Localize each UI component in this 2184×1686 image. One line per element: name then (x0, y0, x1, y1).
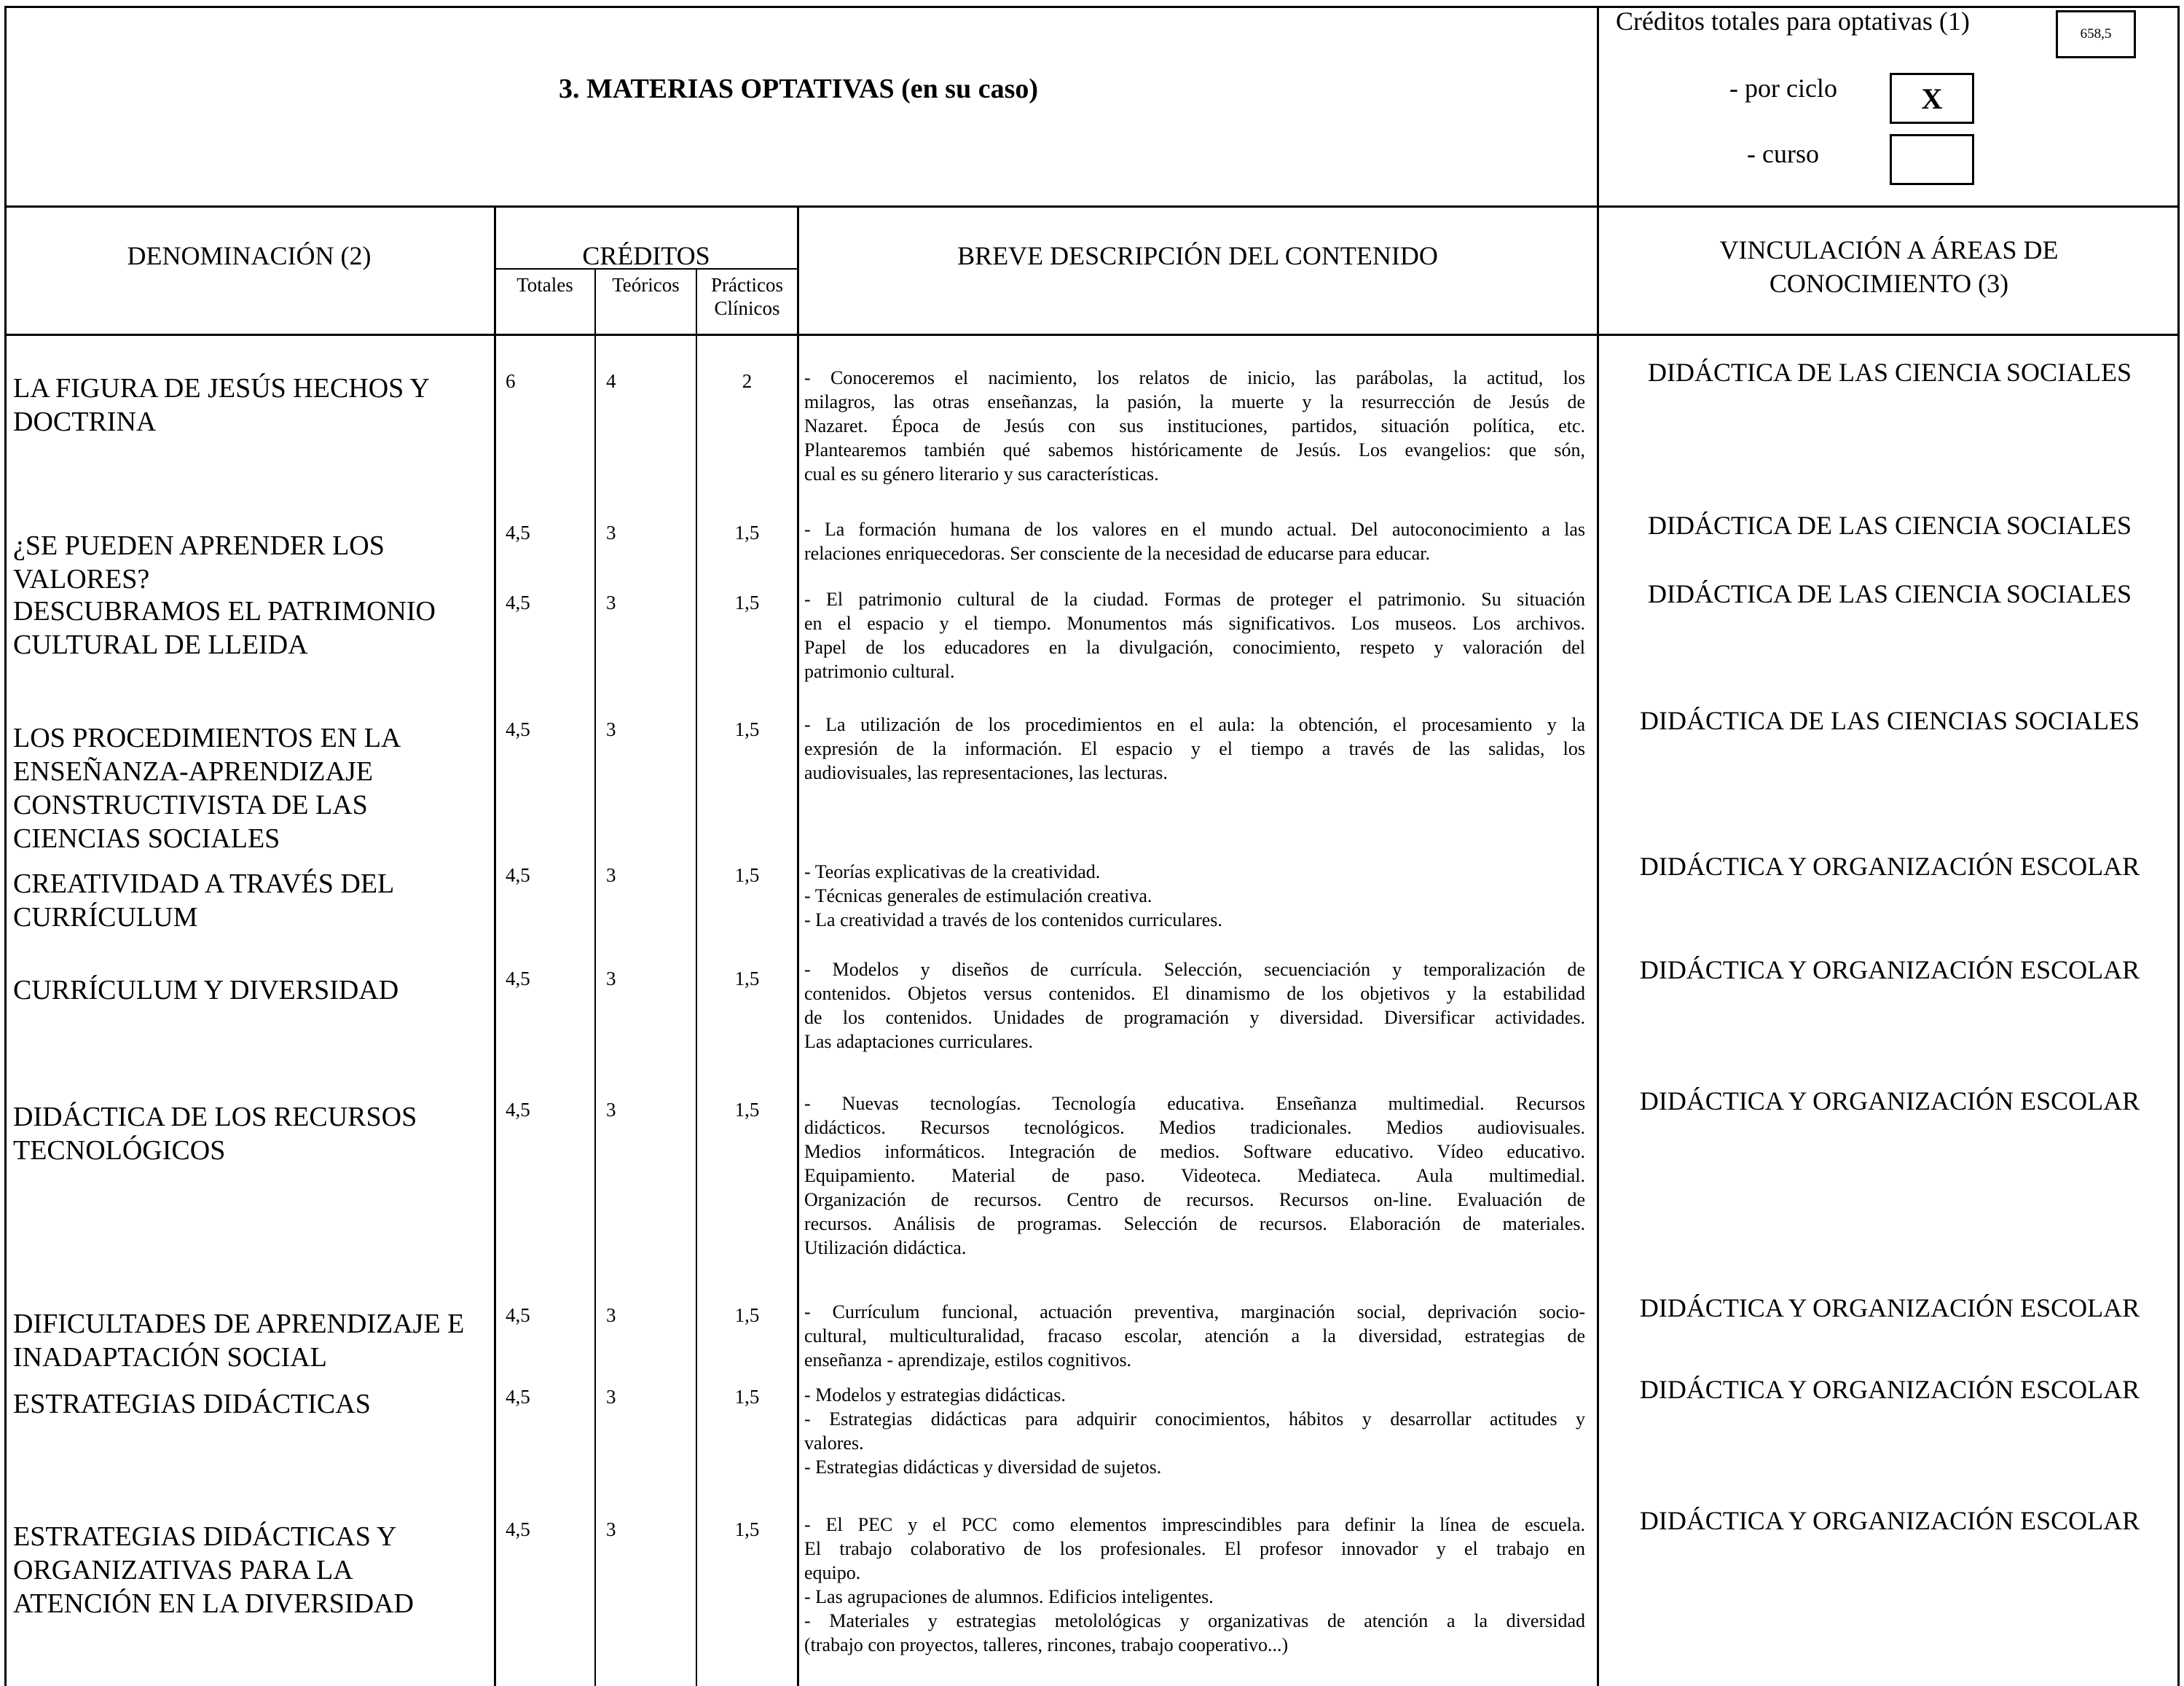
subject-name-line: ENSEÑANZA-APRENDIZAJE (13, 756, 373, 787)
credits-totales: 4,5 (506, 1304, 530, 1326)
credits-totales: 4,5 (506, 1518, 530, 1540)
credits-teoricos: 3 (606, 1099, 616, 1121)
col-header-descripcion: BREVE DESCRIPCIÓN DEL CONTENIDO (957, 241, 1438, 270)
subject-name-line: CONSTRUCTIVISTA DE LAS (13, 790, 368, 820)
knowledge-area: DIDÁCTICA DE LAS CIENCIA SOCIALES (1647, 358, 2132, 387)
credits-teoricos: 3 (606, 522, 616, 544)
col-header-totales: Totales (516, 274, 573, 296)
description-line: - La creatividad a través de los contenidos curriculares. (804, 909, 1222, 930)
description-line: Las adaptaciones curriculares. (804, 1031, 1034, 1052)
knowledge-area: DIDÁCTICA DE LAS CIENCIA SOCIALES (1647, 511, 2132, 540)
subject-name-line: TECNOLÓGICOS (13, 1135, 226, 1166)
credits-practicos: 1,5 (734, 592, 760, 613)
credits-totales: 4,5 (506, 522, 530, 544)
description-line: patrimonio cultural. (804, 661, 955, 682)
credits-teoricos: 4 (606, 370, 616, 392)
description-line: en el espacio y el tiempo. Monumentos más significativos. Los museos. Los archivos. (804, 613, 1585, 634)
credits-practicos: 1,5 (734, 718, 760, 740)
col-header-vinculacion-1: VINCULACIÓN A ÁREAS DE (1719, 235, 2059, 264)
description-line: - El PEC y el PCC como elementos imprescindibles para definir la línea de escuela. (804, 1514, 1585, 1535)
description-line: audiovisuales, las representaciones, las lecturas. (804, 762, 1168, 783)
credits-practicos: 1,5 (734, 968, 760, 989)
credits-total-label: Créditos totales para optativas (1) (1616, 7, 1970, 36)
knowledge-area: DIDÁCTICA Y ORGANIZACIÓN ESCOLAR (1639, 1375, 2140, 1404)
description-line: - Materiales y estrategias metolológicas y organizativas de atención a la diversidad (804, 1610, 1585, 1631)
description-line: relaciones enriquecedoras. Ser consciente de la necesidad de educarse para educar. (804, 543, 1430, 564)
description-line: Equipamiento. Material de paso. Videoteca. Mediateca. Aula multimedial. (804, 1165, 1585, 1186)
subject-name-line: ¿SE PUEDEN APRENDER LOS (13, 530, 385, 561)
description-line: Nazaret. Época de Jesús con sus instituciones, partidos, situación política, etc. (804, 415, 1585, 436)
knowledge-area: DIDÁCTICA Y ORGANIZACIÓN ESCOLAR (1639, 852, 2140, 881)
credits-teoricos: 3 (606, 718, 616, 740)
description-line: Utilización didáctica. (804, 1237, 967, 1258)
credits-practicos: 1,5 (734, 864, 760, 886)
header-divider (4, 205, 2180, 208)
credits-totales: 4,5 (506, 864, 530, 886)
description-line: - Las agrupaciones de alumnos. Edificios inteligentes. (804, 1586, 1214, 1607)
por-ciclo-label: - por ciclo (1729, 74, 1837, 103)
description-line: - Currículum funcional, actuación preventiva, marginación social, deprivación socio- (804, 1301, 1585, 1322)
subject-name-line: ESTRATEGIAS DIDÁCTICAS Y (13, 1521, 397, 1552)
description-line: recursos. Análisis de programas. Selección de recursos. Elaboración de materiales. (804, 1213, 1585, 1234)
section-title: 3. MATERIAS OPTATIVAS (en su caso) (558, 74, 1039, 104)
subject-name-line: ATENCIÓN EN LA DIVERSIDAD (13, 1588, 414, 1619)
col-header-clinicos: Clínicos (714, 297, 780, 319)
curso-label: - curso (1747, 139, 1819, 168)
column-header-divider (4, 334, 2180, 336)
subject-name-line: LOS PROCEDIMIENTOS EN LA (13, 723, 401, 753)
description-line: - Nuevas tecnologías. Tecnología educativa. Enseñanza multimedial. Recursos (804, 1093, 1585, 1114)
credits-practicos: 1,5 (734, 522, 760, 544)
subject-name-line: CIENCIAS SOCIALES (13, 823, 280, 854)
description-line: Medios informáticos. Integración de medios. Software educativo. Vídeo educativo. (804, 1141, 1585, 1162)
credits-practicos: 2 (742, 370, 753, 392)
subject-name-line: CURRÍCULUM (13, 902, 198, 933)
body-line-2 (594, 335, 596, 1686)
credits-teoricos: 3 (606, 1386, 616, 1408)
knowledge-area: DIDÁCTICA Y ORGANIZACIÓN ESCOLAR (1639, 1506, 2140, 1535)
description-line: - La formación humana de los valores en el mundo actual. Del autoconocimiento a las (804, 519, 1585, 540)
subject-name-line: DIDÁCTICA DE LOS RECURSOS (13, 1102, 417, 1132)
subject-name-line: ESTRATEGIAS DIDÁCTICAS (13, 1389, 371, 1419)
description-line: Organización de recursos. Centro de recursos. Recursos on-line. Evaluación de (804, 1189, 1585, 1210)
description-line: - Conoceremos el nacimiento, los relatos de inicio, las parábolas, la actitud, los (804, 367, 1585, 388)
credits-totales: 4,5 (506, 968, 530, 989)
credits-teoricos: 3 (606, 968, 616, 989)
description-line: - El patrimonio cultural de la ciudad. Formas de proteger el patrimonio. Su situación (804, 589, 1585, 610)
body-line-1 (494, 335, 496, 1686)
credits-teoricos: 3 (606, 592, 616, 613)
subject-name-line: CURRÍCULUM Y DIVERSIDAD (13, 975, 399, 1005)
description-line: equipo. (804, 1562, 861, 1583)
credits-totales: 4,5 (506, 592, 530, 613)
subject-name-line: ORGANIZATIVAS PARA LA (13, 1555, 353, 1585)
subject-name-line: INADAPTACIÓN SOCIAL (13, 1342, 327, 1373)
subject-name-line: DESCUBRAMOS EL PATRIMONIO (13, 596, 436, 627)
credits-totales: 4,5 (506, 1099, 530, 1121)
credits-totales: 6 (506, 370, 516, 392)
description-line: - Modelos y estrategias didácticas. (804, 1384, 1066, 1405)
knowledge-area: DIDÁCTICA DE LAS CIENCIA SOCIALES (1647, 579, 2132, 608)
knowledge-area: DIDÁCTICA DE LAS CIENCIAS SOCIALES (1639, 706, 2140, 735)
knowledge-area: DIDÁCTICA Y ORGANIZACIÓN ESCOLAR (1639, 1086, 2140, 1115)
col-header-denominacion: DENOMINACIÓN (2) (127, 241, 372, 270)
credits-teoricos: 3 (606, 1304, 616, 1326)
credits-teoricos: 3 (606, 1518, 616, 1540)
knowledge-area: DIDÁCTICA Y ORGANIZACIÓN ESCOLAR (1639, 1293, 2140, 1322)
description-line: didácticos. Recursos tecnológicos. Medios tradicionales. Medios audiovisuales. (804, 1117, 1585, 1138)
curso-checkbox[interactable] (1890, 134, 1974, 185)
credits-practicos: 1,5 (734, 1518, 760, 1540)
description-line: - La utilización de los procedimientos en el aula: la obtención, el procesamiento y la (804, 714, 1585, 735)
credits-practicos: 1,5 (734, 1386, 760, 1408)
col-header-practicos: Prácticos (711, 274, 783, 296)
credits-total-value: 658,5 (2056, 10, 2136, 58)
subject-name-line: DOCTRINA (13, 407, 157, 437)
description-line: milagros, las otras enseñanzas, la pasión, la muerte y la resurrección de Jesús de (804, 391, 1585, 412)
description-line: de los contenidos. Unidades de programación y diversidad. Diversificar actividades. (804, 1007, 1585, 1028)
description-line: El trabajo colaborativo de los profesionales. El profesor innovador y el trabajo en (804, 1538, 1585, 1559)
description-line: cual es su género literario y sus características. (804, 463, 1159, 485)
credits-totales: 4,5 (506, 1386, 530, 1408)
knowledge-area: DIDÁCTICA Y ORGANIZACIÓN ESCOLAR (1639, 955, 2140, 984)
description-line: - Teorías explicativas de la creatividad. (804, 861, 1101, 882)
description-line: - Modelos y diseños de currícula. Selección, secuenciación y temporalización de (804, 959, 1585, 980)
description-line: valores. (804, 1432, 864, 1454)
credits-practicos: 1,5 (734, 1304, 760, 1326)
col-header-creditos: CRÉDITOS (582, 241, 710, 270)
description-line: enseñanza - aprendizaje, estilos cognitivos. (804, 1349, 1132, 1371)
description-line: cultural, multiculturalidad, fracaso escolar, atención a la diversidad, estrategias de (804, 1325, 1585, 1346)
subject-name-line: DIFICULTADES DE APRENDIZAJE E (13, 1309, 465, 1339)
credits-practicos: 1,5 (734, 1099, 760, 1121)
subject-name-line: VALORES? (13, 564, 150, 595)
description-line: contenidos. Objetos versus contenidos. El dinamismo de los objetivos y la estabilidad (804, 983, 1585, 1004)
description-line: - Técnicas generales de estimulación creativa. (804, 885, 1152, 906)
col-header-vinculacion-2: CONOCIMIENTO (3) (1769, 269, 2009, 298)
credits-teoricos: 3 (606, 864, 616, 886)
description-line: - Estrategias didácticas y diversidad de sujetos. (804, 1456, 1162, 1478)
subject-name-line: CULTURAL DE LLEIDA (13, 630, 308, 660)
body-line-4 (797, 335, 799, 1686)
subject-name-line: CREATIVIDAD A TRAVÉS DEL (13, 869, 395, 899)
description-line: - Estrategias didácticas para adquirir conocimientos, hábitos y desarrollar actitudes y (804, 1408, 1585, 1430)
description-line: (trabajo con proyectos, talleres, rincones, trabajo cooperativo...) (804, 1634, 1289, 1655)
description-line: Plantearemos también qué sabemos históricamente de Jesús. Los evangelios: que són, (804, 439, 1585, 460)
description-line: expresión de la información. El espacio y el tiempo a través de las salidas, los (804, 738, 1585, 759)
description-line: Papel de los educadores en la divulgación, conocimiento, respeto y valoración del (804, 637, 1585, 658)
subject-name-line: LA FIGURA DE JESÚS HECHOS Y (13, 373, 430, 404)
credits-totales: 4,5 (506, 718, 530, 740)
col-header-teoricos: Teóricos (612, 274, 680, 296)
por-ciclo-checkbox[interactable]: X (1890, 73, 1974, 124)
